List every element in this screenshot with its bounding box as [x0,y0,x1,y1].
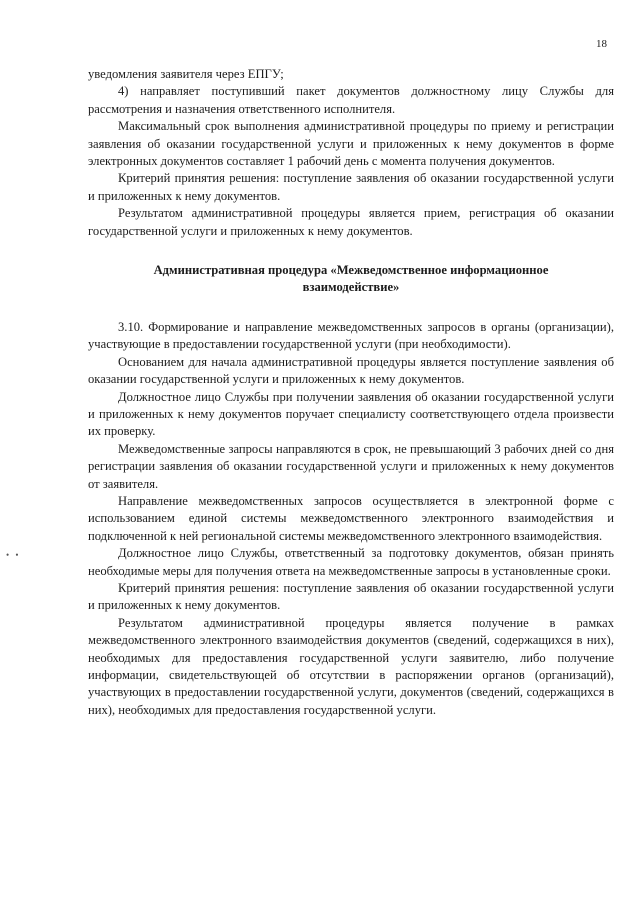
paragraph: 4) направляет поступивший пакет документов должностному лицу Службы для рассмотрения и назначения ответственного исполнителя. [88,84,614,116]
paragraph: Межведомственные запросы направляются в срок, не превышающий 3 рабочих дней со дня регистрации заявления об оказании государственной услуги и приложенных к нему документов от заявителя. [88,441,614,491]
paragraph: Должностное лицо Службы при получении заявления об оказании государственной услуги и приложенных к нему документов поручает специалисту соответствующего отдела произвести их проверку. [88,389,614,439]
page-number: 18 [596,38,607,50]
scan-artifact: • • [6,550,21,560]
paragraph: Результатом административной процедуры является прием, регистрация об оказании государственной услуги и приложенных к нему документов. [88,206,614,238]
paragraph: Должностное лицо Службы, ответственный за подготовку документов, обязан принять необходимые меры для получения ответа на межведомственные запросы в установленные сроки. [88,546,614,578]
paragraph: Критерий принятия решения: поступление заявления об оказании государственной услуги и приложенных к нему документов. [88,580,614,613]
paragraph: Направление межведомственных запросов осуществляется в электронной форме с использованием единой системы межведомственного электронного взаимодействия и подключенной к ней региональной системы межведомственного электронного взаимодействия. [88,493,614,543]
paragraph: Основанием для начала административной процедуры является поступление заявления об оказании государственной услуги и приложенных к нему документов. [88,354,614,387]
paragraph: 3.10. Формирование и направление межведомственных запросов в органы (организации), участвующие в предоставлении государственной услуги (при необходимости). [88,319,614,352]
paragraph: уведомления заявителя через ЕПГУ; [88,67,284,81]
paragraph: Максимальный срок выполнения административной процедуры по приему и регистрации заявления об оказании государственной услуги и приложенных к нему документов в форме электронных документов составляет 1 рабочий день с момента получения документов. [88,119,614,169]
section-heading: Административная процедура «Межведомственное информационное взаимодействие» [153,263,549,295]
document-body [88,66,614,719]
paragraph: Результатом административной процедуры является получение в рамках межведомственного электронного взаимодействия документов (сведений, содержащихся в них), необходимых для предоставления государственной услуги заявителю, либо получение информации, свидетельствующей об отсутствии в распоряжении органов (организаций), участвующих в предоставлении государственной услуги, документов (сведений, содержащихся в них), необходимых для предоставления государственной услуги. [88,615,614,717]
paragraph: Критерий принятия решения: поступление заявления об оказании государственной услуги и приложенных к нему документов. [88,171,614,203]
